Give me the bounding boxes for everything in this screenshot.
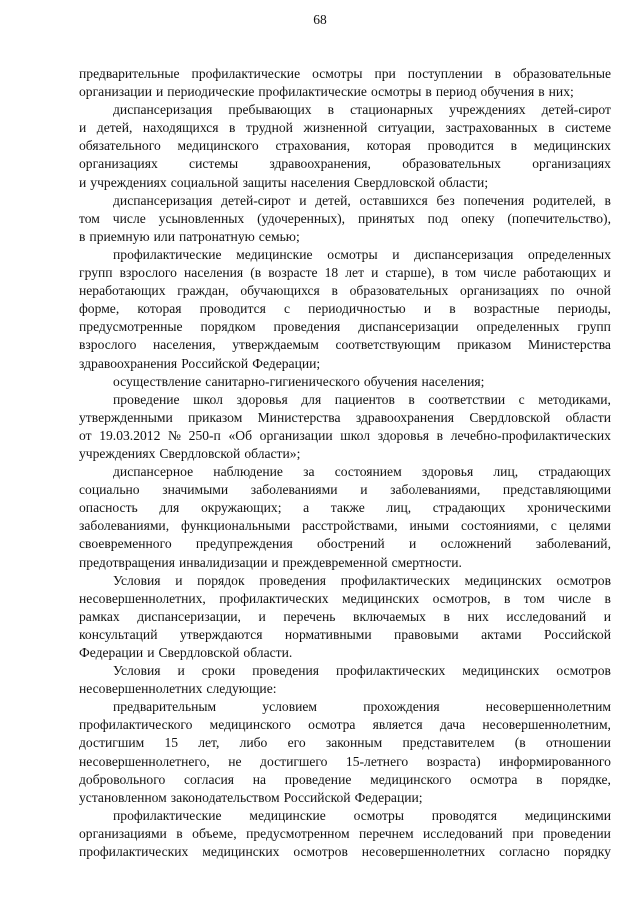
text-line: организациях системы здравоохранения, образовательных организациях — [79, 156, 611, 172]
text-line: диспансеризация пребывающих в стационарных учреждениях детей-сирот — [113, 102, 611, 118]
text-line: несовершеннолетнего, не достигшего 15-летнего возраста) информированного — [79, 753, 611, 769]
text-line: и детей, находящихся в трудной жизненной ситуации, застрахованных в системе — [79, 120, 611, 136]
text-line: Федерации и Свердловской области. — [79, 645, 293, 660]
text-line: и учреждениях социальной защиты населения Свердловской области; — [79, 174, 489, 190]
text-line: здравоохранения Российской Федерации; — [79, 355, 321, 371]
text-line: организациями в объеме, предусмотренном перечнем исследований при проведении — [79, 825, 611, 841]
text-line: Условия и сроки проведения профилактических медицинских осмотров — [113, 663, 611, 679]
text-line: организации и периодические профилактические осмотры в период обучения в них; — [79, 84, 574, 100]
text-line: заболеваниями, функциональными расстройствами, иными состояниями, с целями — [79, 518, 611, 534]
text-line: социально значимыми заболеваниями и заболеваниями, представляющими — [79, 482, 611, 498]
text-line: неработающих граждан, обучающихся в образовательных организациях по очной — [79, 283, 611, 299]
text-line: предварительным условием прохождения несовершеннолетним — [113, 699, 611, 715]
text-line: проведение школ здоровья для пациентов в соответствии с методиками, — [113, 391, 611, 407]
text-line: предусмотренные порядком проведения диспансеризации определенных групп — [79, 319, 611, 335]
text-line: предварительные профилактические осмотры при поступлении в образовательные — [79, 66, 611, 81]
text-line: диспансеризация детей-сирот и детей, оставшихся без попечения родителей, в — [113, 192, 611, 208]
text-line: утвержденными приказом Министерства здравоохранения Свердловской области — [79, 409, 611, 425]
text-line: установленном законодательством Российской Федерации; — [79, 789, 423, 805]
text-line: достигшим 15 лет, либо его законным представителем (в отношении — [79, 735, 611, 751]
text-line: своевременного предупреждения обострений и осложнений заболеваний, — [79, 536, 611, 552]
text-line: несовершеннолетних следующие: — [79, 681, 277, 697]
text-line: профилактические медицинские осмотры проводятся медицинскими — [113, 807, 611, 823]
text-line: осуществление санитарно-гигиенического обучения населения; — [113, 373, 485, 389]
text-line: опасность для окружающих; а также лиц, страдающих хроническими — [79, 500, 611, 516]
text-line: рамках диспансеризации, и перечень включаемых в них исследований и — [79, 608, 611, 624]
text-line: консультаций утверждаются нормативными правовыми актами Российской — [79, 626, 611, 642]
text-line: обязательного медицинского страхования, которая проводится в медицинских — [79, 138, 611, 154]
text-line: взрослого населения, утверждаемым соответствующим приказом Министерства — [79, 337, 611, 353]
text-line: в приемную или патронатную семью; — [79, 228, 300, 244]
text-line: добровольного согласия на проведение медицинского осмотра в порядке, — [79, 771, 611, 787]
text-line: том числе усыновленных (удочеренных), принятых под опеку (попечительство), — [79, 210, 611, 226]
text-line: учреждениях Свердловской области»; — [79, 445, 301, 461]
text-line: профилактического медицинского осмотра является дача несовершеннолетним, — [79, 717, 611, 733]
text-line: форме, которая проводится с периодичностью и в возрастные периоды, — [79, 301, 611, 317]
text-line: профилактических медицинских осмотров несовершеннолетних согласно порядку — [79, 844, 611, 860]
text-line: диспансерное наблюдение за состоянием здоровья лиц, страдающих — [113, 464, 611, 480]
text-line: групп взрослого населения (в возрасте 18 лет и старше), в том числе работающих и — [79, 265, 611, 281]
text-line: Условия и порядок проведения профилактических медицинских осмотров — [113, 572, 611, 588]
page-number: 68 — [313, 12, 327, 27]
body-text — [79, 65, 611, 861]
text-line: несовершеннолетних, профилактических медицинских осмотров, в том числе в — [79, 590, 611, 606]
text-line: профилактические медицинские осмотры и диспансеризация определенных — [113, 246, 611, 262]
text-line: предотвращения инвалидизации и преждевременной смертности. — [79, 554, 462, 570]
text-line: от 19.03.2012 № 250-п «Об организации школ здоровья в лечебно-профилактических — [79, 427, 611, 443]
